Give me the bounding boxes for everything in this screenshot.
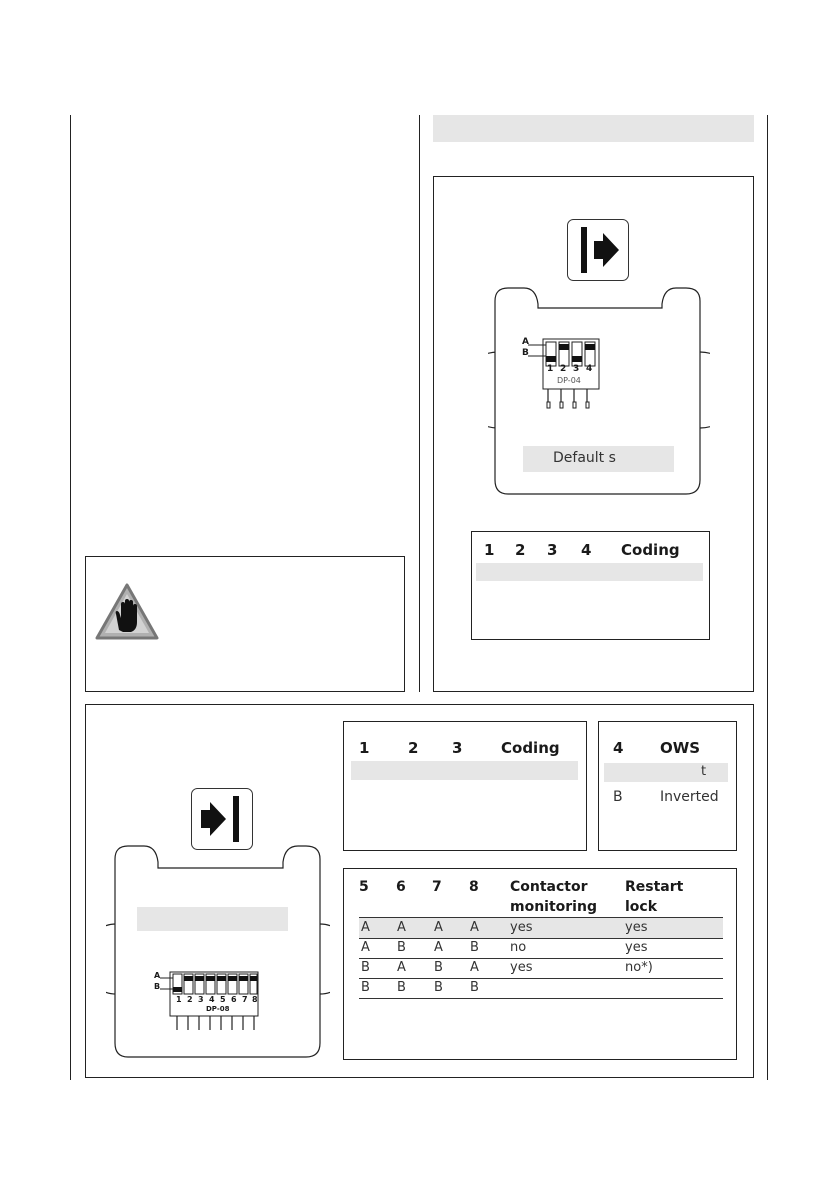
dip8-number-6: 6 [231, 995, 237, 1004]
ows-highlight-row [604, 763, 728, 782]
dip8-label-b: B [154, 982, 161, 991]
contactor-row3-col5: B [361, 960, 370, 975]
default-setting-bar [523, 446, 674, 472]
dip4-chip-label: DP-04 [557, 376, 581, 385]
dip8-switch-diagram [150, 968, 265, 1034]
dip8-number-4: 4 [209, 995, 215, 1004]
dip8-number-1: 1 [176, 995, 182, 1004]
ows-header-4: 4 [613, 739, 624, 757]
dip4-label-a: A [522, 337, 529, 347]
contactor-row1-highlight [359, 918, 723, 938]
contactor-row3-col7: B [434, 960, 443, 975]
dip8-label-bar [137, 907, 288, 931]
dip4-coding-header-1: 1 [484, 541, 495, 559]
contactor-row3-col8: A [470, 960, 479, 975]
dip4-number-3: 3 [573, 364, 580, 374]
center-divider-line [419, 115, 420, 692]
section-header-bar [433, 115, 754, 142]
contactor-row1-col7: A [434, 920, 443, 935]
contactor-row2-col7: A [434, 940, 443, 955]
dip8-coding-header-3: 3 [452, 739, 463, 757]
contactor-header-6: 6 [396, 879, 406, 895]
contactor-row1-col6: A [397, 920, 406, 935]
contactor-header-8: 8 [469, 879, 479, 895]
contactor-row2-col8: B [470, 940, 479, 955]
dip4-coding-header-2: 2 [515, 541, 526, 559]
contactor-row2-col6: B [397, 940, 406, 955]
contactor-row1-col5: A [361, 920, 370, 935]
dip4-coding-header-3: 3 [547, 541, 558, 559]
contactor-header-5: 5 [359, 879, 369, 895]
dip4-label-b: B [522, 348, 529, 358]
contactor-row4-rule [359, 998, 723, 999]
stop-hand-warning-icon [94, 582, 160, 642]
dip4-number-1: 1 [547, 364, 554, 374]
dip8-coding-header-1: 1 [359, 739, 370, 757]
dip4-switch-diagram [520, 336, 610, 412]
dip8-number-8: 8 [252, 995, 258, 1004]
dip8-chip-label: DP-08 [206, 1005, 230, 1013]
contactor-row4-col6: B [397, 980, 406, 995]
dip8-coding-header-2: 2 [408, 739, 419, 757]
dip8-label-a: A [154, 971, 161, 980]
contactor-row2-restart: yes [625, 940, 648, 955]
dip4-coding-highlight-row [476, 563, 703, 581]
contactor-row4-col7: B [434, 980, 443, 995]
dip8-coding-header-coding: Coding [501, 739, 560, 757]
contactor-row3-col6: A [397, 960, 406, 975]
dip8-coding-highlight-row [351, 761, 578, 780]
contactor-row2-rule [359, 958, 723, 959]
ows-header-ows: OWS [660, 739, 701, 757]
contactor-header-monitoring-line1: Contactor [510, 879, 588, 895]
dip4-number-4: 4 [586, 364, 593, 374]
contactor-row1-monitoring: yes [510, 920, 533, 935]
ows-row2-value: Inverted [660, 789, 719, 805]
dip4-coding-header-4: 4 [581, 541, 592, 559]
right-margin-line [767, 115, 768, 1080]
contactor-row2-col5: A [361, 940, 370, 955]
contactor-header-restart-line1: Restart [625, 879, 684, 895]
dip8-number-2: 2 [187, 995, 193, 1004]
dip8-number-7: 7 [242, 995, 248, 1004]
default-setting-label: Default s [553, 450, 616, 466]
left-margin-line [70, 115, 71, 1080]
contactor-header-7: 7 [432, 879, 442, 895]
contactor-row2-monitoring: no [510, 940, 527, 955]
dip4-coding-header-coding: Coding [621, 541, 680, 559]
step-in-arrow-icon [567, 219, 629, 281]
contactor-row3-restart: no*) [625, 960, 653, 975]
contactor-row3-monitoring: yes [510, 960, 533, 975]
ows-highlight-text: t [701, 764, 707, 779]
contactor-row4-col8: B [470, 980, 479, 995]
dip8-number-3: 3 [198, 995, 204, 1004]
contactor-header-restart-line2: lock [625, 899, 658, 915]
contactor-row3-rule [359, 978, 723, 979]
contactor-row1-restart: yes [625, 920, 648, 935]
contactor-row1-col8: A [470, 920, 479, 935]
contactor-row4-col5: B [361, 980, 370, 995]
dip8-number-5: 5 [220, 995, 226, 1004]
dip4-number-2: 2 [560, 364, 567, 374]
contactor-row1-rule [359, 938, 723, 939]
ows-row2-setting: B [613, 789, 623, 805]
contactor-header-monitoring-line2: monitoring [510, 899, 597, 915]
